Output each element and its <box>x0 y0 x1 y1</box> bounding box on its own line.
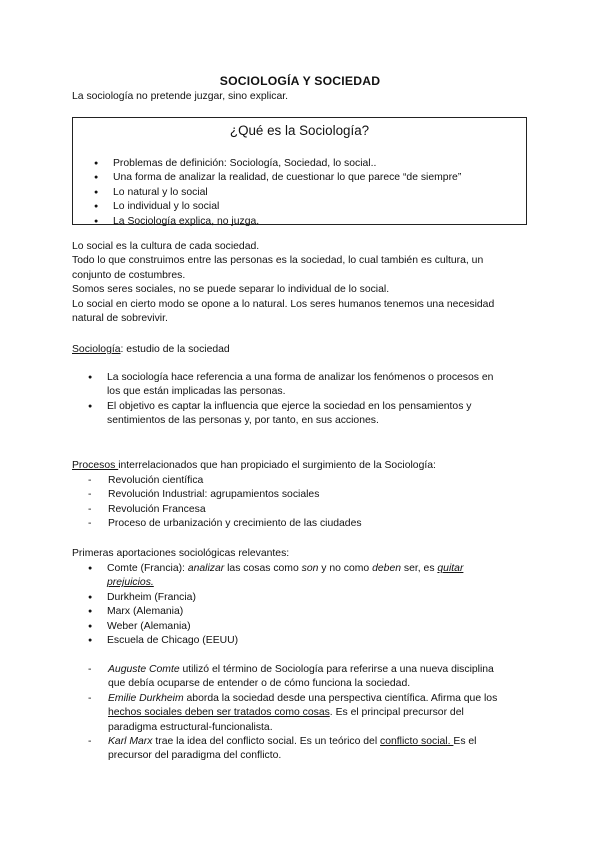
list-item-line: sentimientos de las personas y, por tanto, en sus acciones. <box>107 415 379 427</box>
text-span: las cosas como <box>224 563 302 574</box>
list-item-line <box>108 735 497 749</box>
box-heading: ¿Qué es la Sociología? <box>229 123 370 138</box>
text-span: trae la idea del conflicto social. Es un teórico del <box>152 735 381 747</box>
definition-text: : estudio de la sociedad <box>120 344 230 355</box>
list-item-line: ● La sociología hace referencia a una forma de analizar los fenómenos o procesos en <box>107 372 494 383</box>
paragraph-line: Todo lo que construimos entre las personas es la sociedad, lo cual también es cultura, un <box>72 255 484 267</box>
text-span: ser, es <box>401 563 438 574</box>
text-span: y no como <box>318 563 373 574</box>
list-item <box>107 400 493 429</box>
list-item: ● Escuela de Chicago (EEUU) <box>107 634 463 648</box>
list-item: - Revolución científica <box>108 474 362 488</box>
author-name: Emilie Durkheim <box>108 692 184 704</box>
list-item-line: precursor del paradigma del conflicto. <box>108 750 282 762</box>
procesos-heading <box>72 459 436 473</box>
list-item-line <box>108 692 497 706</box>
definition-line <box>72 343 230 357</box>
text-span: aborda la sociedad desde una perspectiva científica. Afirma que los <box>183 692 498 704</box>
paragraph-line: Lo social en cierto modo se opone a lo natural. Los seres humanos tenemos una necesidad <box>72 298 495 310</box>
paragraph-line: Lo social es la cultura de cada sociedad. <box>72 241 260 252</box>
aportaciones-list <box>107 562 463 648</box>
text-span: Comte (Francia): <box>107 563 188 574</box>
author-name: Auguste Comte <box>108 664 180 675</box>
list-item: ● Weber (Alemania) <box>107 620 463 634</box>
list-item-line: paradigma estructural-funcionalista. <box>108 721 273 733</box>
intro-text: La sociología no pretende juzgar, sino explicar. <box>72 91 289 102</box>
list-item: ● La Sociología explica, no juzga. <box>113 215 461 229</box>
definition-term: Sociología <box>72 344 121 355</box>
list-item: ● Marx (Alemania) <box>107 605 463 619</box>
list-item-line <box>107 562 463 576</box>
list-item-line: que debía ocuparse de entender o de cómo funciona la sociedad. <box>108 678 411 690</box>
list-item-line: ● El objetivo es captar la influencia que ejerce la sociedad en los pensamientos y <box>107 400 472 412</box>
list-item-line <box>108 706 497 720</box>
procesos-list <box>108 474 362 532</box>
list-item: ● Durkheim (Francia) <box>107 591 463 605</box>
text-span: analizar <box>187 563 225 574</box>
text-span: deben <box>372 563 402 574</box>
text-span: Es el <box>453 735 477 747</box>
text-span: son <box>301 563 319 574</box>
aportaciones-heading: Primeras aportaciones sociológicas relevantes: <box>72 548 290 559</box>
paragraph-block <box>72 240 494 326</box>
list-item: ● Problemas de definición: Sociología, Sociedad, lo social.. <box>113 157 461 171</box>
text-span: quitar <box>437 563 464 574</box>
definition-bullets <box>107 371 493 429</box>
list-item: ● Lo natural y lo social <box>113 186 461 200</box>
page-title: SOCIOLOGÍA Y SOCIEDAD <box>219 74 381 88</box>
list-item: - Revolución Francesa <box>108 503 362 517</box>
paragraph-line: conjunto de costumbres. <box>72 269 186 281</box>
list-item: - Proceso de urbanización y crecimiento de las ciudades <box>108 517 362 531</box>
list-item: ● Una forma de analizar la realidad, de cuestionar lo que parece “de siempre” <box>113 171 461 185</box>
list-item <box>108 692 497 735</box>
list-item <box>108 735 497 764</box>
list-item-line <box>108 663 497 677</box>
authors-list <box>108 663 497 764</box>
text-span: utilizó el término de Sociología para referirse a una nueva disciplina <box>179 664 494 675</box>
list-item <box>107 562 463 591</box>
author-name: Karl Marx <box>108 735 153 747</box>
procesos-term: Procesos <box>72 460 119 471</box>
paragraph-line: Somos seres sociales, no se puede separar lo individual de lo social. <box>72 284 390 296</box>
box-list <box>113 157 461 229</box>
list-item <box>108 663 497 692</box>
list-item-line: prejuicios. <box>107 577 154 589</box>
text-span: hechos sociales deben ser tratados como cosas <box>108 707 330 719</box>
text-span: . Es el principal precursor del <box>329 707 464 719</box>
list-item: - Revolución Industrial: agrupamientos sociales <box>108 488 362 502</box>
list-item: ● Lo individual y lo social <box>113 200 461 214</box>
paragraph-line: natural de sobrevivir. <box>72 313 168 325</box>
list-item <box>107 371 493 400</box>
text-span: conflicto social. <box>380 735 454 747</box>
procesos-text: interrelacionados que han propiciado el surgimiento de la Sociología: <box>118 460 436 471</box>
list-item-line: los que están implicadas las personas. <box>107 386 286 398</box>
